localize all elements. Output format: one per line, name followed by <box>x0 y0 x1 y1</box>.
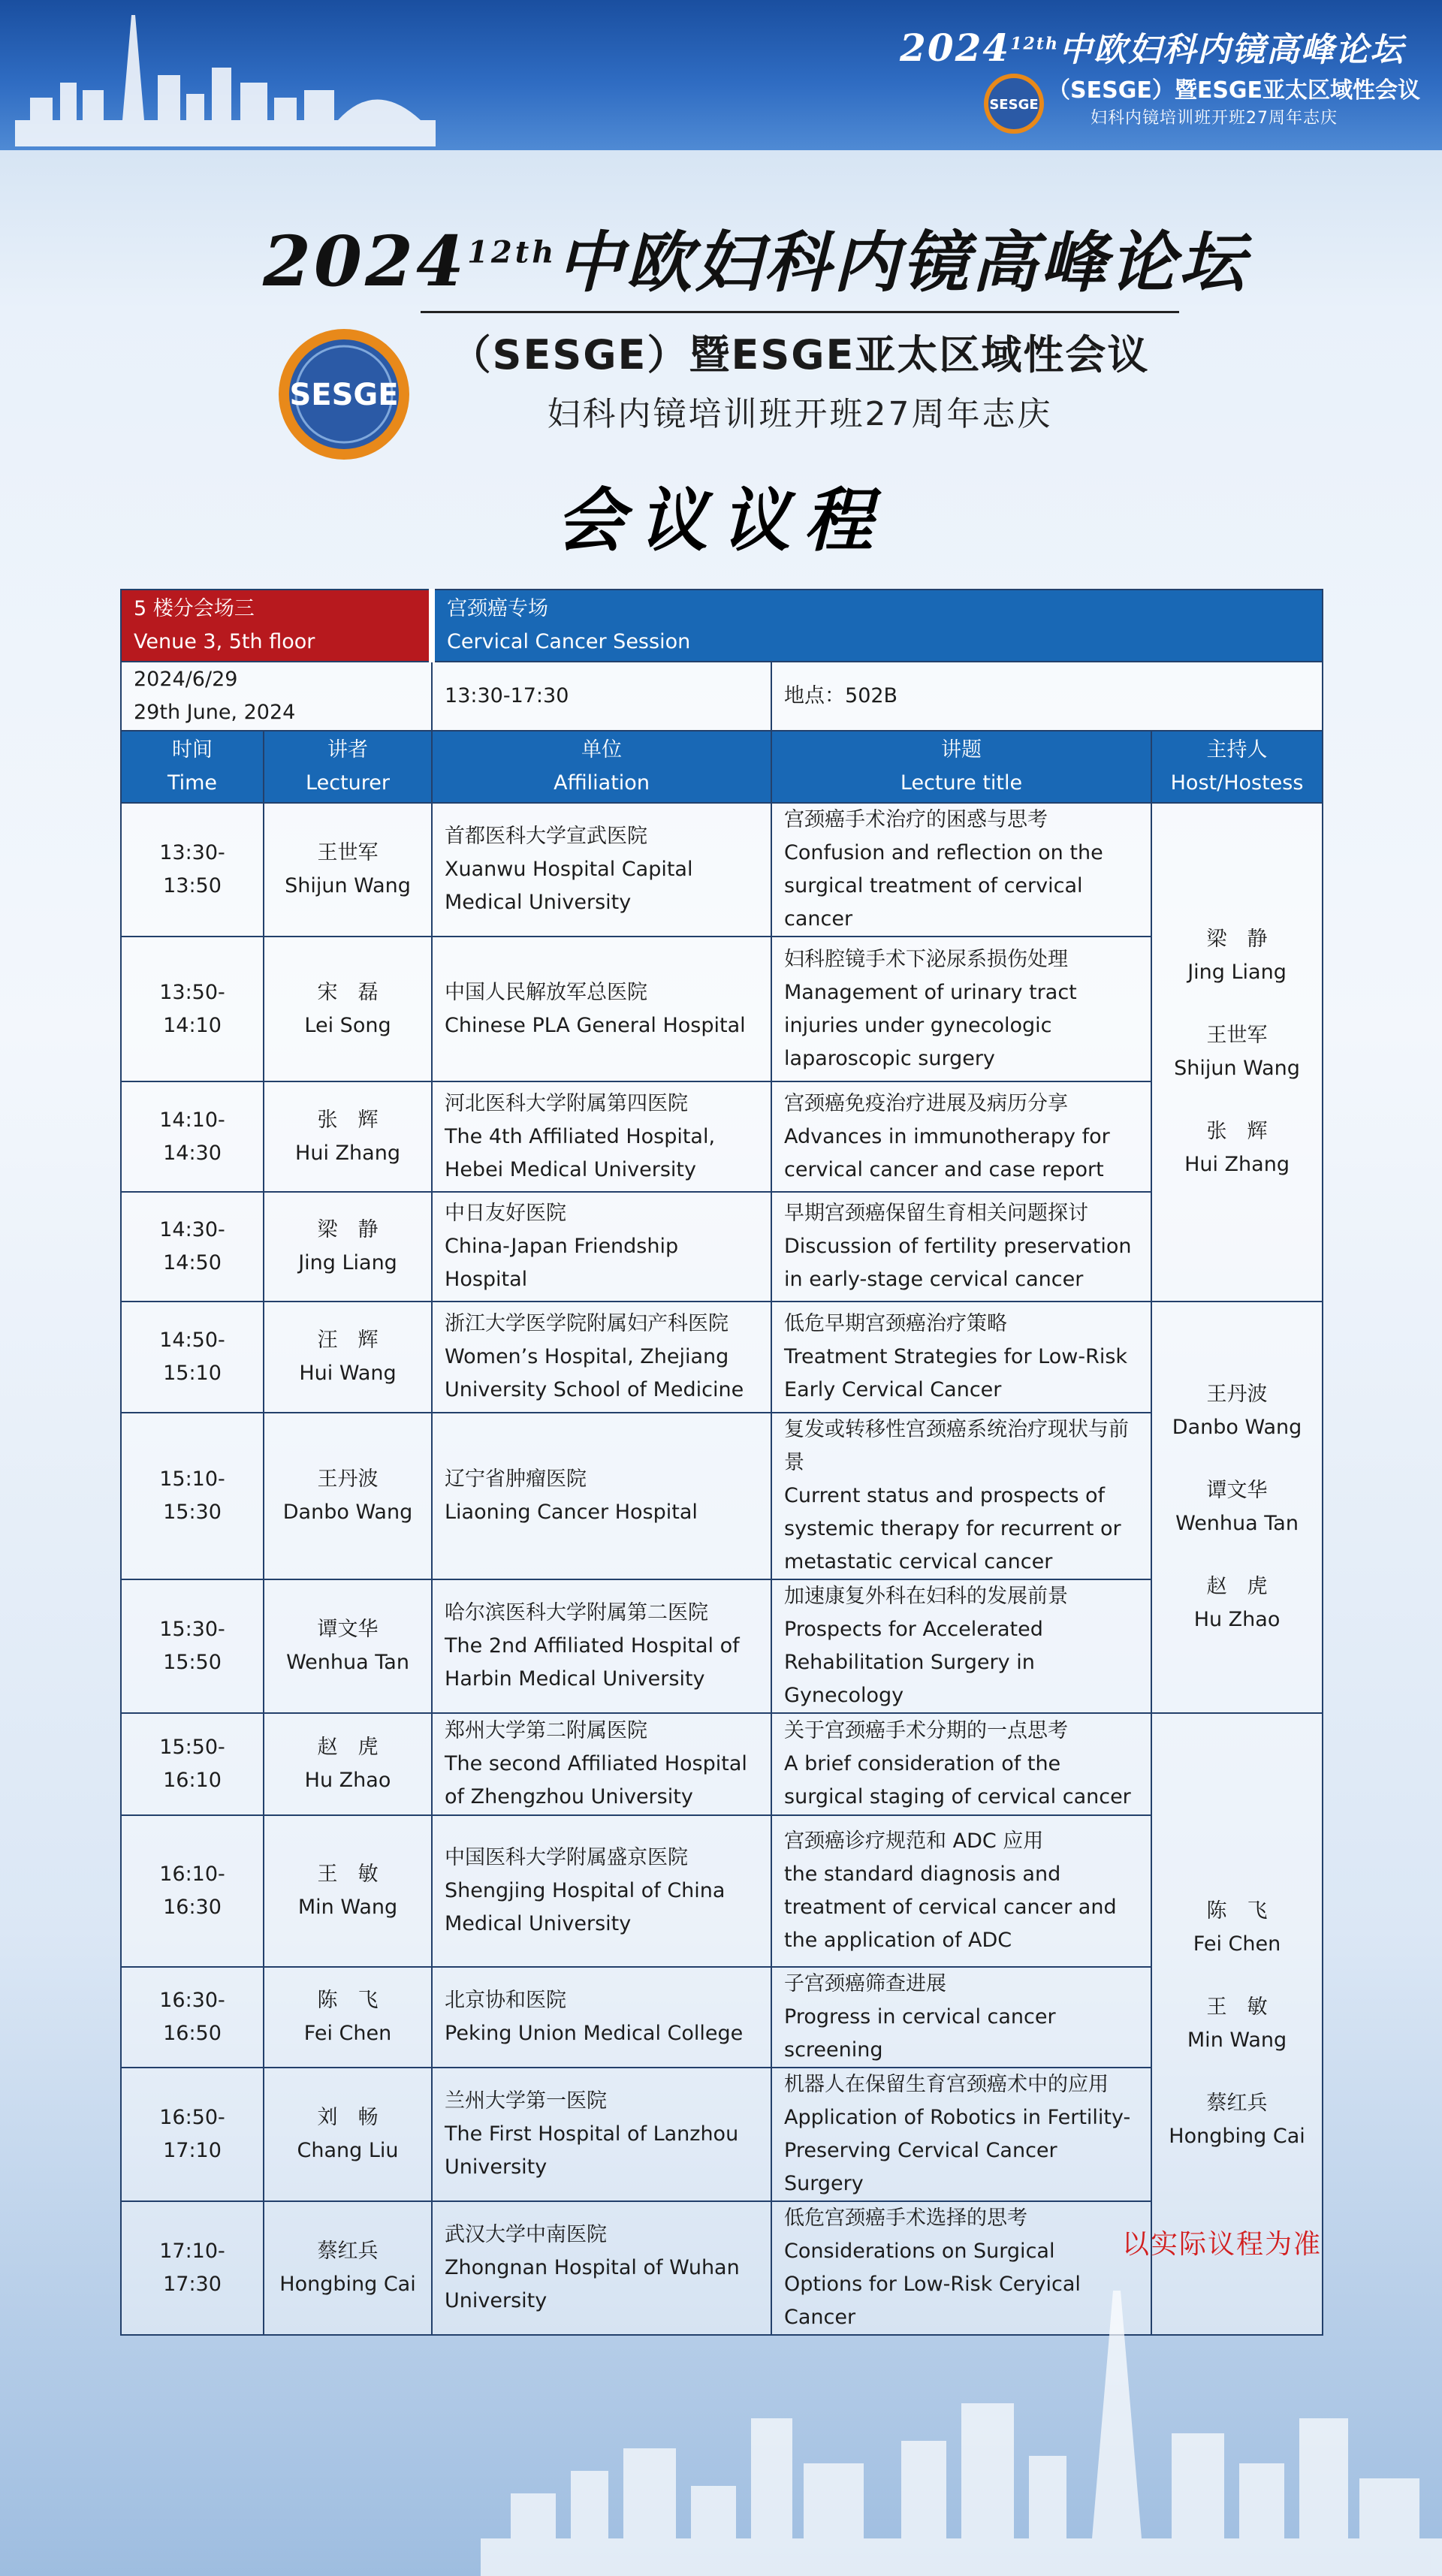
table-row <box>121 1579 1323 1713</box>
conference-subtitle-2: 妇科内镜培训班开班27周年志庆 <box>547 395 1053 433</box>
talk-lecturer: 梁 静 Jing Liang <box>264 1192 432 1302</box>
sesge-logo-small <box>984 74 1044 134</box>
session-row <box>121 590 1323 662</box>
venue-en: Venue 3, 5th floor <box>134 630 315 653</box>
talk-time: 16:30-16:50 <box>121 1967 264 2068</box>
talk-lecturer: 王世军 Shijun Wang <box>264 803 432 937</box>
talk-affiliation: 辽宁省肿瘤医院 Liaoning Cancer Hospital <box>432 1413 771 1579</box>
talk-lecturer: 蔡红兵 Hongbing Cai <box>264 2201 432 2335</box>
talk-title: 子宫颈癌筛查进展 Progress in cervical cancer screening <box>771 1967 1151 2068</box>
talk-title: 妇科腔镜手术下泌尿系损伤处理 Management of urinary tract injuries under gynecologic laparoscopic surgery <box>771 937 1151 1081</box>
talk-time: 17:10-17:30 <box>121 2201 264 2335</box>
table-row <box>121 1081 1323 1192</box>
session-cell <box>432 590 1323 662</box>
talk-lecturer: 汪 辉 Hui Wang <box>264 1302 432 1413</box>
talk-lecturer: 张 辉 Hui Zhang <box>264 1081 432 1192</box>
talk-time: 14:30-14:50 <box>121 1192 264 1302</box>
talk-affiliation: 哈尔滨医科大学附属第二医院 The 2nd Affiliated Hospital of Harbin Medical University <box>432 1579 771 1713</box>
disclaimer-note: 以实际议程为准 <box>1121 2229 1322 2260</box>
city-skyline-image <box>481 2268 1442 2576</box>
svg-text:SESGE: SESGE <box>289 378 399 412</box>
talk-affiliation: 浙江大学医学院附属妇产科医院 Women’s Hospital, Zhejiang University School of Medicine <box>432 1302 771 1413</box>
header-host: 主持人 Host/Hostess <box>1151 731 1323 803</box>
talk-lecturer: 王丹波 Danbo Wang <box>264 1413 432 1579</box>
header-time: 时间 Time <box>121 731 264 803</box>
talk-affiliation: 中国医科大学附属盛京医院 Shengjing Hospital of China Medical University <box>432 1815 771 1967</box>
venue-cell <box>121 590 432 662</box>
date-row <box>121 662 1323 731</box>
talk-affiliation: 河北医科大学附属第四医院 The 4th Affiliated Hospital, Hebei Medical University <box>432 1081 771 1192</box>
banner-title-text: 中欧妇科内镜高峰论坛 <box>1059 31 1404 69</box>
top-banner <box>0 0 1442 150</box>
title-divider <box>421 311 1179 313</box>
conference-title-text: 中欧妇科内镜高峰论坛 <box>557 223 1248 301</box>
talk-lecturer: 宋 磊 Lei Song <box>264 937 432 1081</box>
banner-title-ordinal: 12th <box>1010 34 1059 54</box>
session-location: 地点：502B <box>771 662 1323 731</box>
talk-affiliation: 首都医科大学宣武医院 Xuanwu Hospital Capital Medical University <box>432 803 771 937</box>
host-group-2: 王丹波 Danbo Wang 谭文华 Wenhua Tan 赵 虎 Hu Zhao <box>1151 1302 1323 1713</box>
header-affiliation: 单位 Affiliation <box>432 731 771 803</box>
talk-affiliation: 中国人民解放军总医院 Chinese PLA General Hospital <box>432 937 771 1081</box>
banner-subtitle: （SESGE）暨ESGE亚太区域性会议 <box>1048 77 1421 104</box>
talk-time: 16:10-16:30 <box>121 1815 264 1967</box>
talk-title: 宫颈癌手术治疗的困惑与思考 Confusion and reflection on the surgical treatment of cervical cancer <box>771 803 1151 937</box>
talk-title: 低危早期宫颈癌治疗策略 Treatment Strategies for Low-Risk Early Cervical Cancer <box>771 1302 1151 1413</box>
talk-affiliation: 郑州大学第二附属医院 The second Affiliated Hospital of Zhengzhou University <box>432 1713 771 1815</box>
sesge-logo <box>276 327 412 462</box>
table-row <box>121 1302 1323 1413</box>
table-row <box>121 803 1323 937</box>
table-row <box>121 1192 1323 1302</box>
banner-title <box>900 23 1404 71</box>
talk-time: 15:10-15:30 <box>121 1413 264 1579</box>
svg-text:SESGE: SESGE <box>989 97 1039 113</box>
talk-lecturer: 赵 虎 Hu Zhao <box>264 1713 432 1815</box>
table-row <box>121 937 1323 1081</box>
talk-affiliation: 北京协和医院 Peking Union Medical College <box>432 1967 771 2068</box>
table-row <box>121 1413 1323 1579</box>
talk-lecturer: 谭文华 Wenhua Tan <box>264 1579 432 1713</box>
talk-affiliation: 中日友好医院 China-Japan Friendship Hospital <box>432 1192 771 1302</box>
talk-title: 加速康复外科在妇科的发展前景 Prospects for Accelerated Rehabilitation Surgery in Gynecology <box>771 1579 1151 1713</box>
session-cn: 宫颈癌专场 <box>447 597 549 620</box>
talk-lecturer: 刘 畅 Chang Liu <box>264 2068 432 2201</box>
talk-time: 14:10-14:30 <box>121 1081 264 1192</box>
talk-time: 16:50-17:10 <box>121 2068 264 2201</box>
conference-subtitle: （SESGE）暨ESGE亚太区域性会议 <box>450 331 1150 379</box>
agenda-title: 会议议程 <box>555 480 886 561</box>
talk-title: 复发或转移性宫颈癌系统治疗现状与前景 Current status and prospects of systemic therapy for recurrent or metastatic cervical cancer <box>771 1413 1151 1579</box>
talk-time: 14:50-15:10 <box>121 1302 264 1413</box>
conference-title <box>263 210 1248 305</box>
talk-title: 机器人在保留生育宫颈癌术中的应用 Application of Robotics in Fertility-Preserving Cervical Cancer Surgery <box>771 2068 1151 2201</box>
host-group-3: 陈 飞 Fei Chen 王 敏 Min Wang 蔡红兵 Hongbing Cai <box>1151 1713 1323 2335</box>
talk-time: 13:50-14:10 <box>121 937 264 1081</box>
talk-title: 宫颈癌诊疗规范和 ADC 应用 the standard diagnosis and treatment of cervical cancer and the application of ADC <box>771 1815 1151 1967</box>
talk-title: 早期宫颈癌保留生育相关问题探讨 Discussion of fertility preservation in early-stage cervical cancer <box>771 1192 1151 1302</box>
talk-affiliation: 兰州大学第一医院 The First Hospital of Lanzhou University <box>432 2068 771 2201</box>
date-short: 2024/6/29 <box>134 668 238 691</box>
talk-affiliation: 武汉大学中南医院 Zhongnan Hospital of Wuhan University <box>432 2201 771 2335</box>
column-header-row <box>121 731 1323 803</box>
talk-title: 宫颈癌免疫治疗进展及病历分享 Advances in immunotherapy for cervical cancer and case report <box>771 1081 1151 1192</box>
banner-subtitle-2: 妇科内镜培训班开班27周年志庆 <box>1091 109 1338 128</box>
talk-time: 15:50-16:10 <box>121 1713 264 1815</box>
conference-title-ordinal: 12th <box>467 234 557 270</box>
table-row <box>121 1815 1323 1967</box>
conference-title-year: 2024 <box>263 221 468 302</box>
talk-lecturer: 王 敏 Min Wang <box>264 1815 432 1967</box>
city-skyline-image <box>15 8 436 146</box>
header-lecture-title: 讲题 Lecture title <box>771 731 1151 803</box>
table-row <box>121 2068 1323 2201</box>
table-row <box>121 1713 1323 1815</box>
talk-title: 低危宫颈癌手术选择的思考 Considerations on Surgical Options for Low-Risk Ceryical Cancer <box>771 2201 1151 2335</box>
table-row <box>121 1967 1323 2068</box>
header-lecturer: 讲者 Lecturer <box>264 731 432 803</box>
talk-lecturer: 陈 飞 Fei Chen <box>264 1967 432 2068</box>
talk-time: 15:30-15:50 <box>121 1579 264 1713</box>
banner-title-year: 2024 <box>900 26 1011 70</box>
talk-title: 关于宫颈癌手术分期的一点思考 A brief consideration of the surgical staging of cervical cancer <box>771 1713 1151 1815</box>
date-long: 29th June, 2024 <box>134 701 296 724</box>
session-time: 13:30-17:30 <box>432 662 771 731</box>
venue-cn: 5 楼分会场三 <box>134 597 255 620</box>
date-cell <box>121 662 432 731</box>
session-en: Cervical Cancer Session <box>447 630 691 653</box>
host-group-1: 梁 静 Jing Liang 王世军 Shijun Wang 张 辉 Hui Zhang <box>1151 803 1323 1302</box>
talk-time: 13:30-13:50 <box>121 803 264 937</box>
agenda-table <box>120 589 1323 2336</box>
